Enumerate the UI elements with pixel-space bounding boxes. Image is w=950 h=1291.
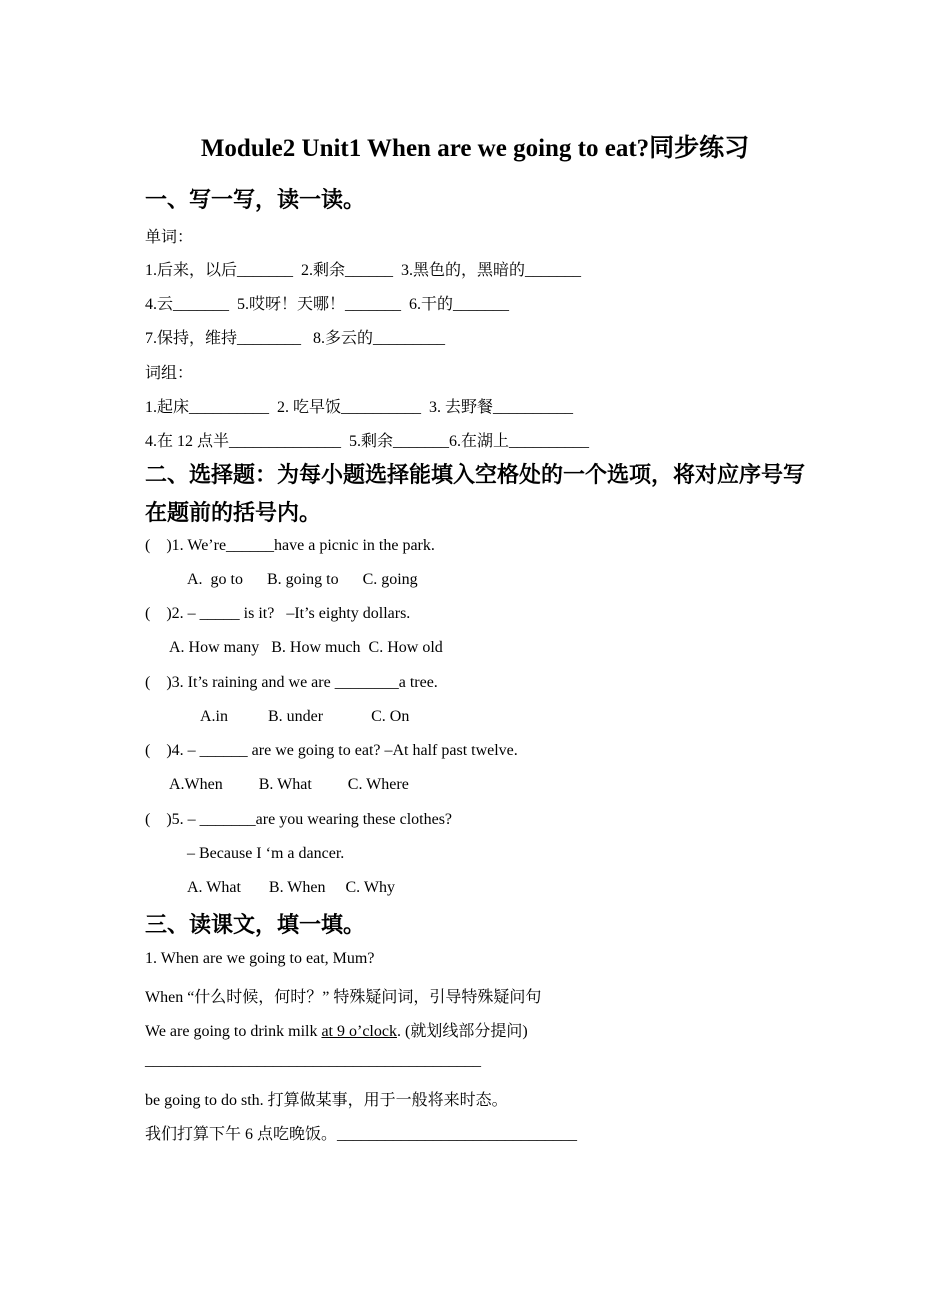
- reading-line-1: 1. When are we going to eat, Mum?: [145, 950, 375, 967]
- words-line-1: 1.后来，以后_______ 2.剩余______ 3.黑色的，黑暗的_______: [145, 262, 582, 279]
- phrases-label: 词组：: [145, 365, 194, 382]
- question-2: ( )2. – _____ is it? –It’s eighty dollars.: [145, 605, 411, 622]
- reading-line-2: When “什么时候，何时？” 特殊疑问词，引导特殊疑问句: [145, 989, 542, 1006]
- words-line-2: 4.云_______ 5.哎呀！天哪！_______ 6.干的_______: [145, 296, 510, 313]
- question-4: ( )4. – ______ are we going to eat? –At half past twelve.: [145, 742, 518, 759]
- answer-blank-line: __________________________________________: [145, 1052, 481, 1069]
- question-1-options: A. go to B. going to C. going: [187, 571, 418, 588]
- reading-line-5: 我们打算下午 6 点吃晚饭。______________________________: [145, 1126, 578, 1143]
- section1-heading: 一、写一写，读一读。: [145, 187, 366, 212]
- page-title: Module2 Unit1 When are we going to eat?同步练习: [200, 135, 750, 162]
- underlined-phrase: at 9 o’clock: [321, 1023, 397, 1040]
- phrases-line-2: 4.在 12 点半______________ 5.剩余_______6.在湖上__________: [145, 433, 590, 450]
- phrases-line-1: 1.起床__________ 2. 吃早饭__________ 3. 去野餐__________: [145, 399, 574, 416]
- reading-line-3-text: We are going to drink milk: [145, 1023, 322, 1040]
- question-4-options: A.When B. What C. Where: [169, 776, 409, 793]
- words-line-3: 7.保持，维持________ 8.多云的_________: [145, 330, 446, 347]
- words-label: 单词：: [145, 229, 194, 246]
- question-5-answer: – Because I ‘m a dancer.: [187, 845, 345, 862]
- reading-line-3: [145, 1018, 528, 1041]
- question-2-options: A. How many B. How much C. How old: [169, 639, 443, 656]
- question-5: ( )5. – _______are you wearing these clothes?: [145, 811, 453, 828]
- reading-line-4: be going to do sth. 打算做某事，用于一般将来时态。: [145, 1092, 508, 1109]
- section3-heading: 三、读课文，填一填。: [145, 912, 366, 937]
- question-3-options: A.in B. under C. On: [200, 708, 410, 725]
- question-5-options: A. What B. When C. Why: [187, 879, 395, 896]
- question-1: ( )1. We’re______have a picnic in the park.: [145, 537, 435, 554]
- question-3: ( )3. It’s raining and we are ________a tree.: [145, 674, 438, 691]
- section2-heading-line2: 在题前的括号内。: [145, 500, 322, 525]
- section2-heading-line1: 二、选择题：为每小题选择能填入空格处的一个选项，将对应序号写: [145, 462, 806, 487]
- reading-line-3-note: . (就划线部分提问): [396, 1023, 528, 1040]
